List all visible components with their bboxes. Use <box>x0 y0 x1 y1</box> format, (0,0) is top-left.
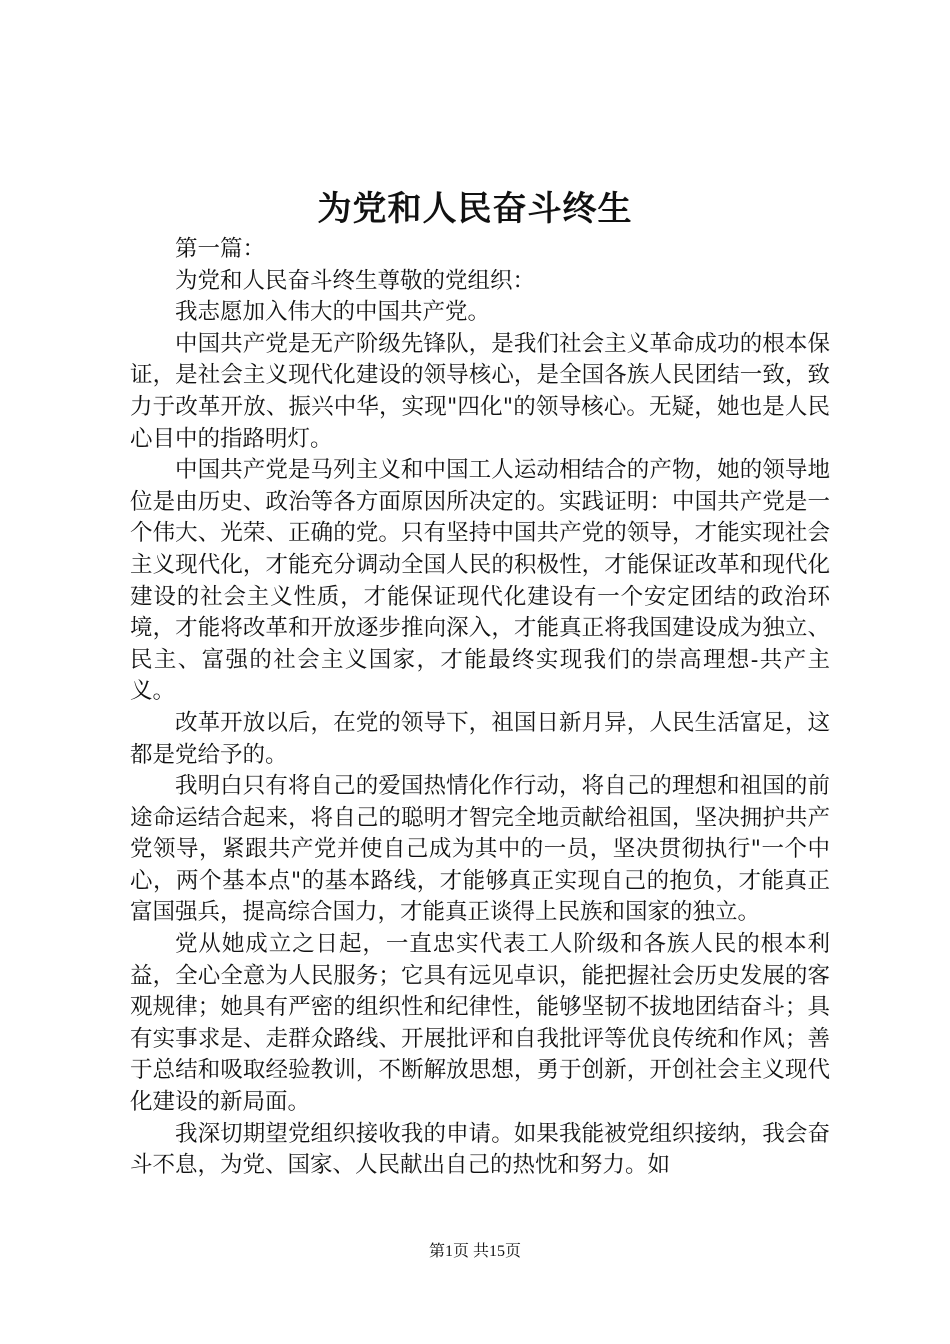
page-number-footer: 第1页 共15页 <box>428 1243 521 1260</box>
paragraph: 改革开放以后，在党的领导下，祖国日新月异，人民生活富足，这都是党给予的。 <box>130 709 830 768</box>
paragraph: 党从她成立之日起，一直忠实代表工人阶级和各族人民的根本利益，全心全意为人民服务；它具有远见卓识，能把握社会历史发展的客观规律；她具有严密的组织性和纪律性，能够坚韧不拔地团结奋斗；具有实事求是、走群众路线、开展批评和自我批评等优良传统和作风；善于总结和吸取经验教训，不断解放思想，勇于创新，开创社会主义现代化建设的新局面。 <box>130 931 830 1116</box>
paragraph: 我明白只有将自己的爱国热情化作行动，将自己的理想和祖国的前途命运结合起来，将自己的聪明才智完全地贡献给祖国，坚决拥护共产党领导，紧跟共产党并使自己成为其中的一员，坚决贯彻执行"一个中心，两个基本点"的基本路线，才能够真正实现自己的抱负，才能真正富国强兵，提高综合国力，才能真正谈得上民族和国家的独立。 <box>130 773 830 926</box>
paragraph: 中国共产党是马列主义和中国工人运动相结合的产物，她的领导地位是由历史、政治等各方面原因所决定的。实践证明：中国共产党是一个伟大、光荣、正确的党。只有坚持中国共产党的领导，才能实现社会主义现代化，才能充分调动全国人民的积极性，才能保证改革和现代化建设的社会主义性质，才能保证现代化建设有一个安定团结的政治环境，才能将改革和开放逐步推向深入，才能真正将我国建设成为独立、民主、富强的社会主义国家，才能最终实现我们的崇高理想-共产主义。 <box>130 457 830 705</box>
paragraph: 中国共产党是无产阶级先锋队，是我们社会主义革命成功的根本保证，是社会主义现代化建设的领导核心，是全国各族人民团结一致，致力于改革开放、振兴中华，实现"四化"的领导核心。无疑，她也是人民心目中的指路明灯。 <box>130 330 830 452</box>
paragraph-salutation: 为党和人民奋斗终生尊敬的党组织： <box>175 267 536 294</box>
paragraph: 我深切期望党组织接收我的申请。如果我能被党组织接纳，我会奋斗不息，为党、国家、人民献出自己的热忱和努力。如 <box>130 1120 830 1179</box>
document-title: 为党和人民奋斗终生 <box>317 189 633 229</box>
document-body <box>130 234 830 1182</box>
paragraph-section-label: 第一篇： <box>175 236 266 262</box>
paragraph-intent: 我志愿加入伟大的中国共产党。 <box>175 299 491 326</box>
